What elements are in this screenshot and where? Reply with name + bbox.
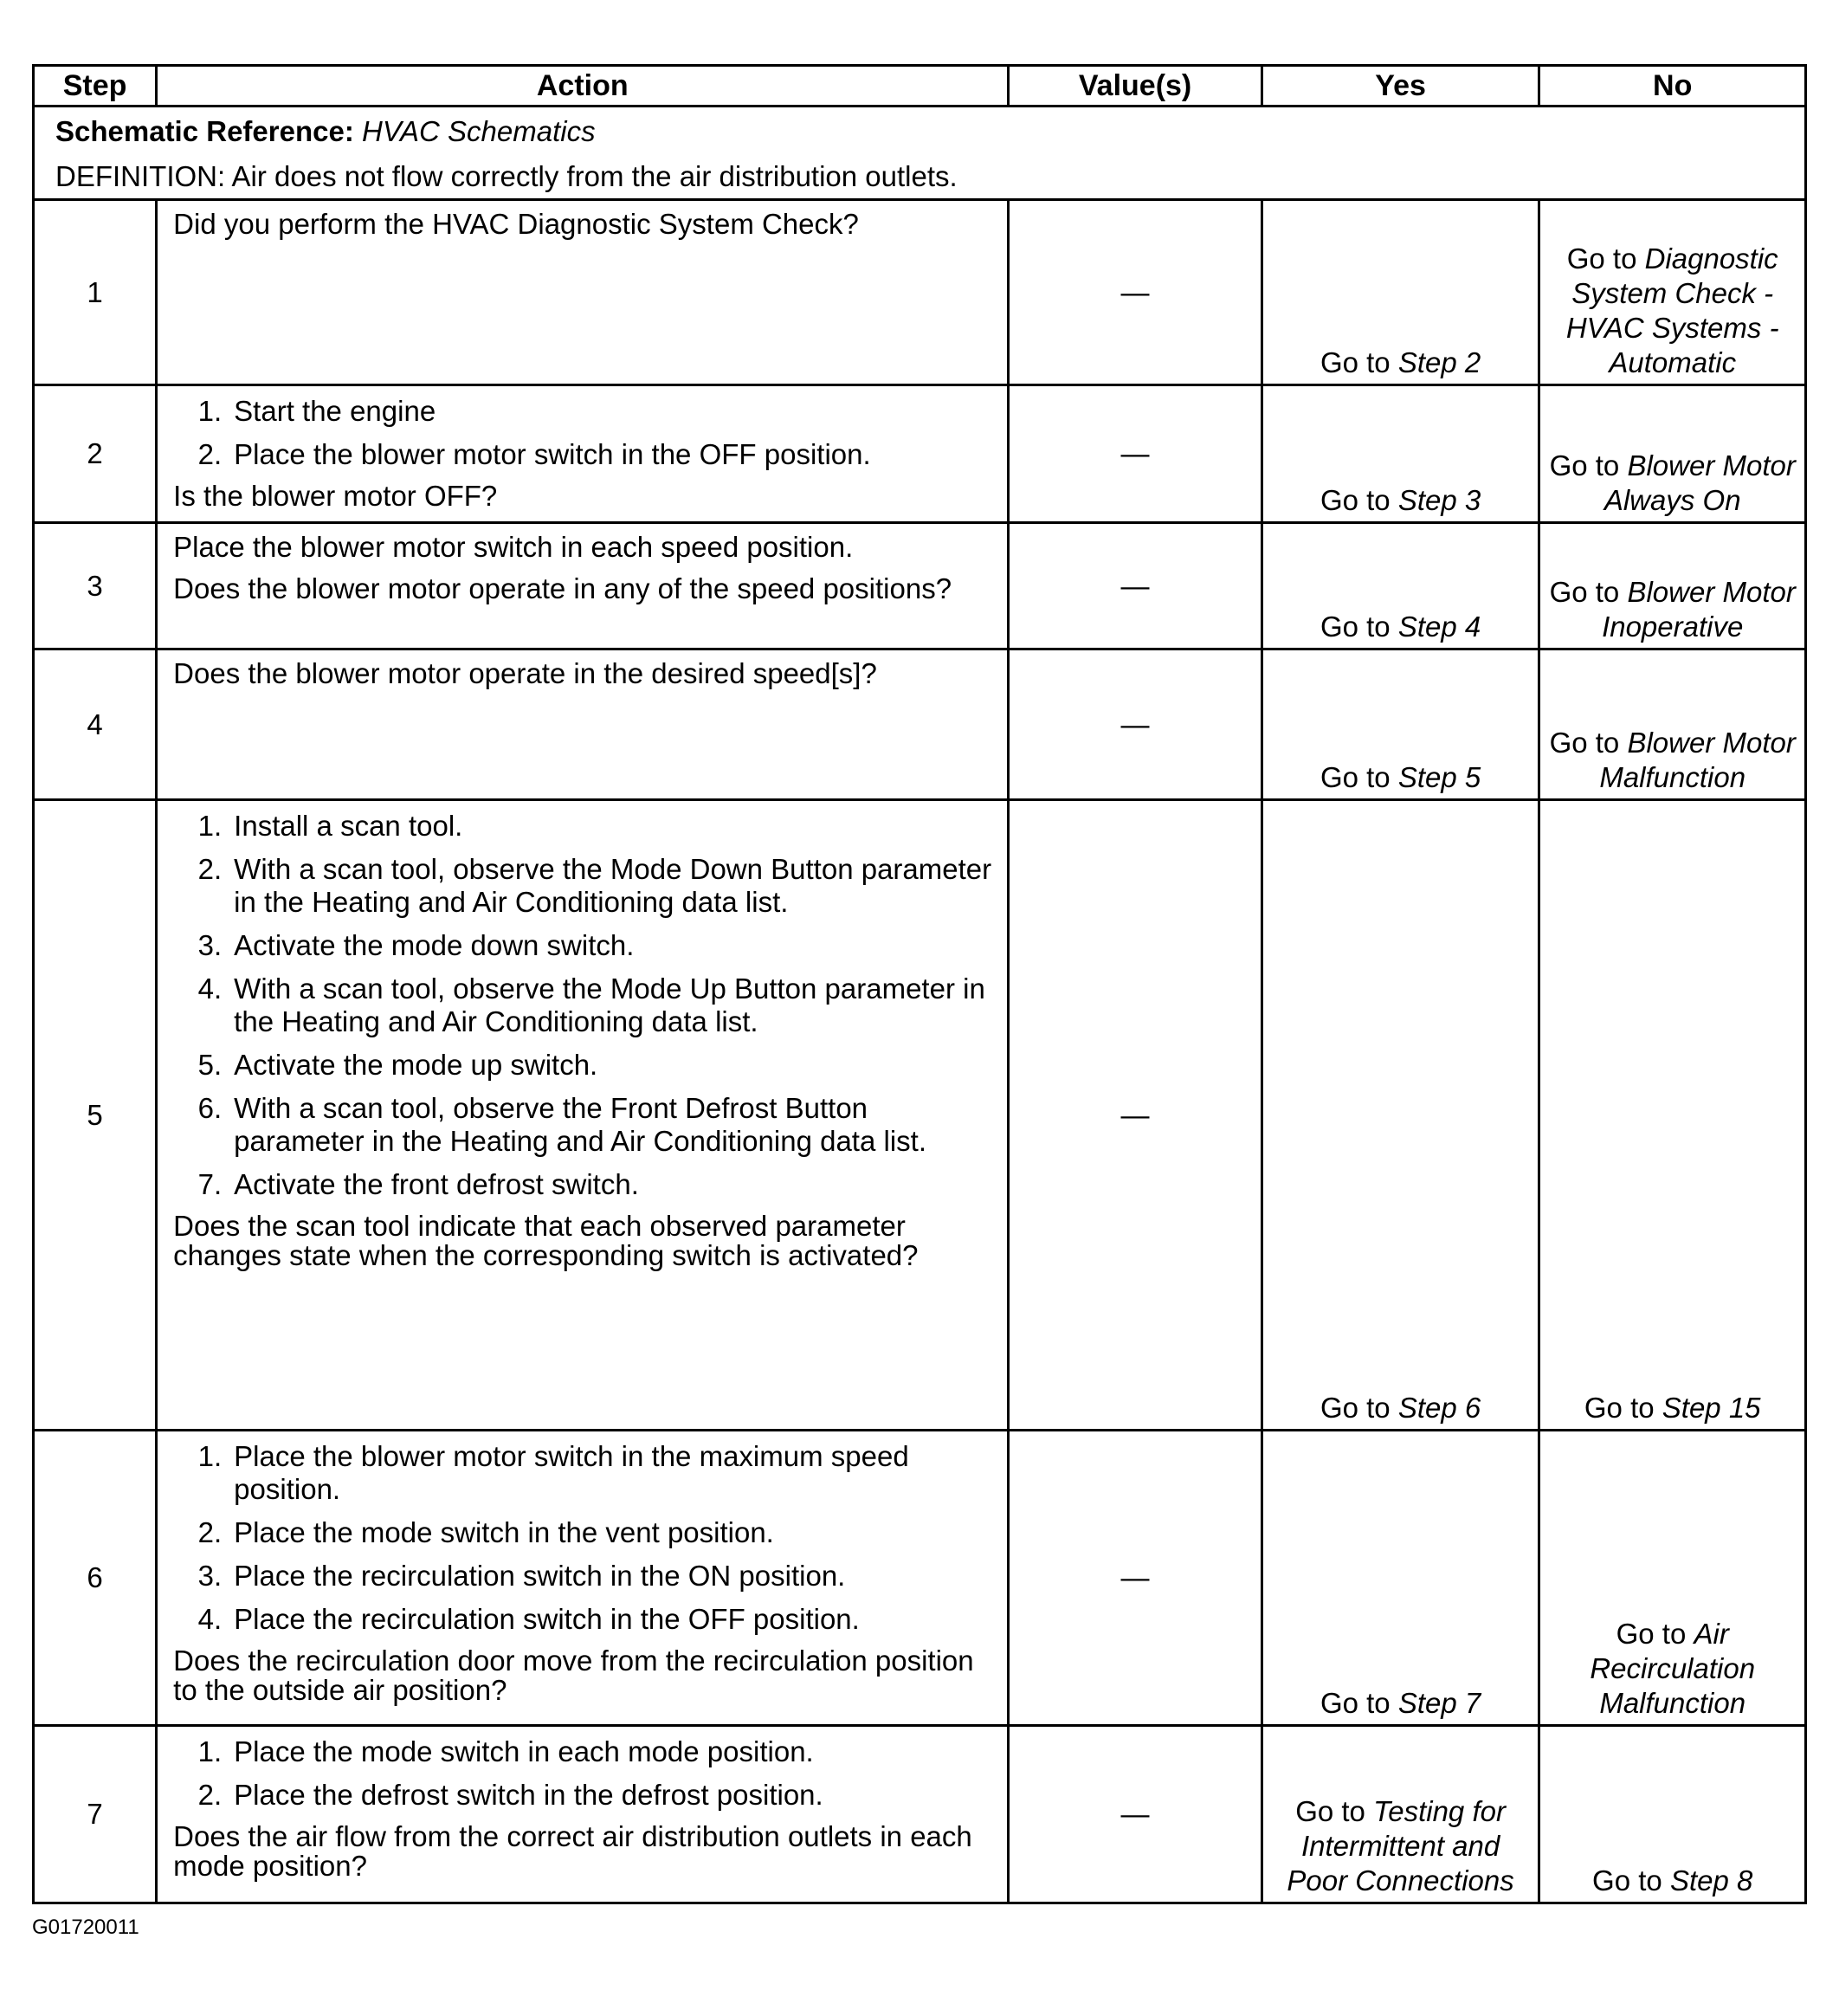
step-number: 5 bbox=[34, 800, 157, 1431]
goto-label: Go to bbox=[1320, 484, 1391, 516]
action-cell bbox=[157, 200, 1009, 385]
no-link[interactable]: Step 8 bbox=[1669, 1864, 1753, 1896]
goto-label: Go to bbox=[1320, 611, 1391, 643]
value-dash: — bbox=[1009, 800, 1261, 1431]
goto-label: Go to bbox=[1320, 1687, 1391, 1719]
action-question: Does the blower motor operate in any of the speed positions? bbox=[173, 572, 952, 604]
list-item: 2. Place the blower motor switch in the OFF position. bbox=[197, 438, 871, 470]
no-cell bbox=[1539, 200, 1806, 385]
no-cell bbox=[1539, 800, 1806, 1431]
yes-cell bbox=[1261, 385, 1539, 523]
list-item: 6. With a scan tool, observe the Front Defrost Button parameter in the Heating and Air Conditioning data list. bbox=[197, 1092, 926, 1157]
value-dash: — bbox=[1009, 385, 1261, 523]
no-link[interactable]: Blower Motor Inoperative bbox=[1602, 576, 1796, 643]
list-item: 4. Place the recirculation switch in the OFF position. bbox=[197, 1603, 860, 1635]
value-dash: — bbox=[1009, 200, 1261, 385]
goto-label: Go to bbox=[1320, 761, 1391, 793]
goto-label: Go to bbox=[1616, 1618, 1687, 1650]
table-row bbox=[34, 649, 1806, 800]
no-link[interactable]: Air Recirculation Malfunction bbox=[1590, 1618, 1756, 1719]
header-action: Action bbox=[157, 66, 1009, 107]
schematic-reference bbox=[55, 114, 1804, 149]
table-row bbox=[34, 1726, 1806, 1903]
no-cell bbox=[1539, 523, 1806, 649]
no-link[interactable]: Diagnostic System Check - HVAC Systems - Automatic bbox=[1565, 242, 1779, 378]
list-item: 5. Activate the mode up switch. bbox=[197, 1049, 598, 1081]
action-cell bbox=[157, 800, 1009, 1431]
no-link[interactable]: Step 15 bbox=[1662, 1392, 1761, 1424]
yes-link[interactable]: Step 7 bbox=[1397, 1687, 1481, 1719]
table-row bbox=[34, 385, 1806, 523]
yes-cell bbox=[1261, 649, 1539, 800]
no-link[interactable]: Blower Motor Malfunction bbox=[1599, 727, 1796, 793]
no-cell bbox=[1539, 385, 1806, 523]
reference-row bbox=[34, 107, 1806, 200]
yes-link[interactable]: Step 6 bbox=[1397, 1392, 1481, 1424]
table-row bbox=[34, 800, 1806, 1431]
diagnostic-table bbox=[32, 64, 1807, 1904]
yes-cell bbox=[1261, 1726, 1539, 1903]
definition-text: DEFINITION: Air does not flow correctly from the air distribution outlets. bbox=[55, 160, 958, 192]
action-question: Does the air flow from the correct air distribution outlets in each mode position? bbox=[173, 1820, 972, 1882]
goto-label: Go to bbox=[1549, 727, 1620, 759]
yes-link[interactable]: Testing for Intermittent and Poor Connections bbox=[1287, 1795, 1514, 1896]
list-item: 3. Activate the mode down switch. bbox=[197, 929, 635, 961]
value-dash: — bbox=[1009, 649, 1261, 800]
action-question: Is the blower motor OFF? bbox=[173, 480, 498, 512]
goto-label: Go to bbox=[1549, 449, 1620, 481]
yes-cell bbox=[1261, 800, 1539, 1431]
step-number: 7 bbox=[34, 1726, 157, 1903]
value-dash: — bbox=[1009, 523, 1261, 649]
step-number: 2 bbox=[34, 385, 157, 523]
reference-cell bbox=[34, 107, 1806, 200]
list-item: 1. Place the mode switch in each mode position. bbox=[197, 1735, 814, 1767]
action-cell bbox=[157, 1726, 1009, 1903]
goto-label: Go to bbox=[1320, 346, 1391, 378]
yes-link[interactable]: Step 5 bbox=[1397, 761, 1481, 793]
list-item: 7. Activate the front defrost switch. bbox=[197, 1168, 639, 1200]
action-list bbox=[173, 1735, 995, 1812]
table-row bbox=[34, 523, 1806, 649]
no-cell bbox=[1539, 1431, 1806, 1726]
no-link[interactable]: Blower Motor Always On bbox=[1603, 449, 1796, 516]
yes-cell bbox=[1261, 200, 1539, 385]
header-row bbox=[34, 66, 1806, 107]
action-list bbox=[173, 395, 995, 471]
list-item: 2. With a scan tool, observe the Mode Down Button parameter in the Heating and Air Conditioning data list. bbox=[197, 853, 992, 918]
value-dash: — bbox=[1009, 1726, 1261, 1903]
goto-label: Go to bbox=[1295, 1795, 1365, 1827]
action-cell bbox=[157, 649, 1009, 800]
list-item: 2. Place the defrost switch in the defrost position. bbox=[197, 1779, 823, 1811]
yes-cell bbox=[1261, 1431, 1539, 1726]
action-list bbox=[173, 810, 995, 1201]
list-item: 1. Place the blower motor switch in the maximum speed position. bbox=[197, 1440, 909, 1505]
action-question: Does the blower motor operate in the desired speed[s]? bbox=[173, 657, 877, 689]
step-number: 4 bbox=[34, 649, 157, 800]
table-row bbox=[34, 1431, 1806, 1726]
action-instruction: Place the blower motor switch in each speed position. bbox=[173, 531, 854, 563]
action-list bbox=[173, 1440, 995, 1636]
yes-link[interactable]: Step 3 bbox=[1397, 484, 1481, 516]
header-yes: Yes bbox=[1261, 66, 1539, 107]
goto-label: Go to bbox=[1320, 1392, 1391, 1424]
goto-label: Go to bbox=[1549, 576, 1620, 608]
list-item: 3. Place the recirculation switch in the ON position. bbox=[197, 1560, 846, 1592]
action-cell bbox=[157, 385, 1009, 523]
header-values: Value(s) bbox=[1009, 66, 1261, 107]
action-question: Did you perform the HVAC Diagnostic System Check? bbox=[173, 208, 859, 240]
goto-label: Go to bbox=[1566, 242, 1637, 275]
step-number: 3 bbox=[34, 523, 157, 649]
value-dash: — bbox=[1009, 1431, 1261, 1726]
header-no: No bbox=[1539, 66, 1806, 107]
yes-link[interactable]: Step 4 bbox=[1397, 611, 1481, 643]
table-row bbox=[34, 200, 1806, 385]
list-item: 1. Start the engine bbox=[197, 395, 436, 427]
no-cell bbox=[1539, 1726, 1806, 1903]
reference-label: Schematic Reference: bbox=[55, 115, 354, 147]
step-number: 6 bbox=[34, 1431, 157, 1726]
list-item: 4. With a scan tool, observe the Mode Up Button parameter in the Heating and Air Conditioning data list. bbox=[197, 972, 985, 1037]
action-cell bbox=[157, 523, 1009, 649]
list-item: 1. Install a scan tool. bbox=[197, 810, 463, 842]
action-question: Does the scan tool indicate that each observed parameter changes state when the corresponding switch is activated? bbox=[173, 1210, 919, 1271]
yes-cell bbox=[1261, 523, 1539, 649]
yes-link[interactable]: Step 2 bbox=[1397, 346, 1481, 378]
list-item: 2. Place the mode switch in the vent position. bbox=[197, 1516, 774, 1548]
goto-label: Go to bbox=[1584, 1392, 1655, 1424]
header-step: Step bbox=[34, 66, 157, 107]
figure-id: G01720011 bbox=[32, 1916, 139, 1939]
action-cell bbox=[157, 1431, 1009, 1726]
goto-label: Go to bbox=[1592, 1864, 1662, 1896]
reference-link[interactable]: HVAC Schematics bbox=[362, 115, 596, 147]
no-cell bbox=[1539, 649, 1806, 800]
action-question: Does the recirculation door move from the recirculation position to the outside air position? bbox=[173, 1644, 974, 1706]
step-number: 1 bbox=[34, 200, 157, 385]
